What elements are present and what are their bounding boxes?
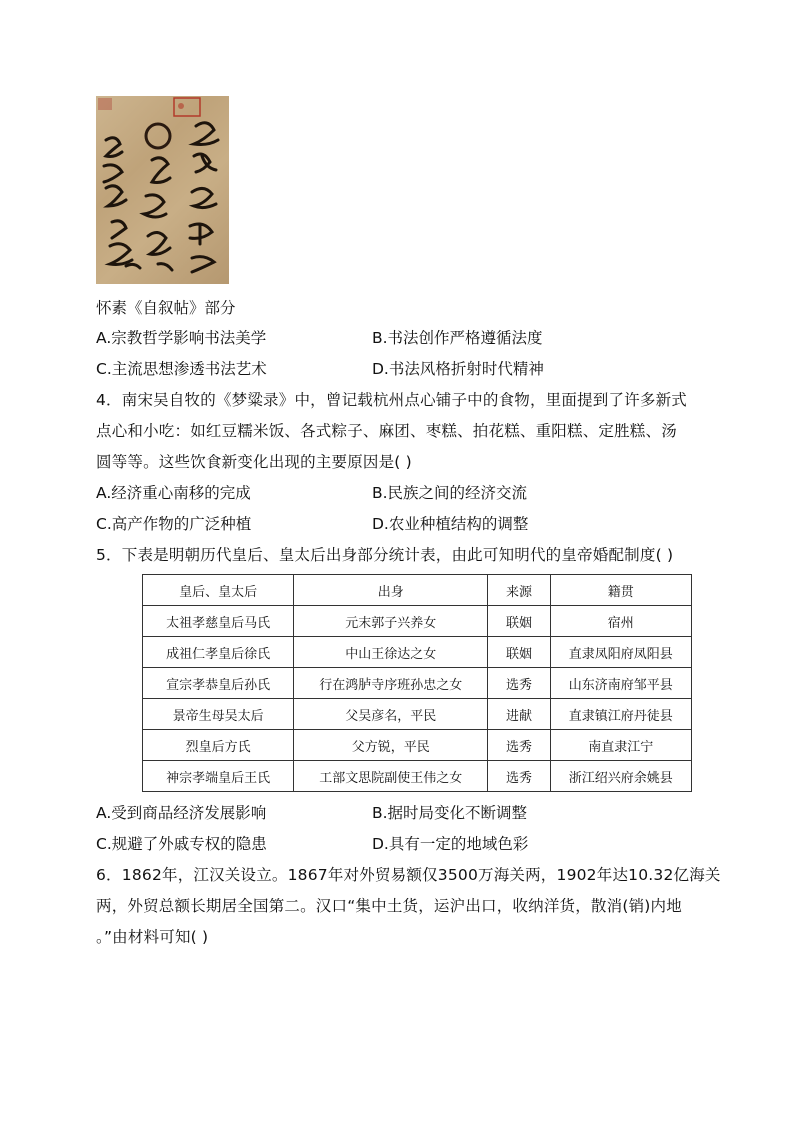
q5-option-c[interactable]: C.规避了外戚专权的隐患	[96, 835, 267, 853]
q6-stem-line-3: 。”由材料可知( )	[96, 928, 209, 946]
q3-option-c[interactable]: C.主流思想渗透书法艺术	[96, 360, 267, 378]
calligraphy-image	[96, 96, 229, 284]
table-cell: 联姻	[488, 637, 550, 668]
q4-option-a[interactable]: A.经济重心南移的完成	[96, 484, 251, 502]
q4-option-b[interactable]: B.民族之间的经济交流	[372, 484, 528, 502]
q4-stem-line-1: 4．南宋吴自牧的《梦粱录》中，曾记载杭州点心铺子中的食物，里面提到了许多新式	[96, 391, 687, 409]
table-cell: 宣宗孝恭皇后孙氏	[143, 668, 294, 699]
table-row	[143, 668, 692, 699]
q4-option-d[interactable]: D.农业种植结构的调整	[372, 515, 529, 533]
table-cell: 烈皇后方氏	[143, 730, 294, 761]
q6-stem-line-1: 6．1862年，江汉关设立。1867年对外贸易额仅3500万海关两，1902年达10.32亿海关	[96, 866, 721, 884]
table-cell: 父吴彦名，平民	[294, 699, 488, 730]
table-cell: 选秀	[488, 668, 550, 699]
table-cell: 太祖孝慈皇后马氏	[143, 606, 294, 637]
q5-option-b[interactable]: B.据时局变化不断调整	[372, 804, 528, 822]
table-cell: 直隶凤阳府凤阳县	[550, 637, 691, 668]
table-cell: 浙江绍兴府余姚县	[550, 761, 691, 792]
table-header: 皇后、皇太后	[143, 575, 294, 606]
table-header: 籍贯	[550, 575, 691, 606]
table-cell: 进献	[488, 699, 550, 730]
table-cell: 联姻	[488, 606, 550, 637]
table-cell: 神宗孝端皇后王氏	[143, 761, 294, 792]
table-cell: 直隶镇江府丹徒县	[550, 699, 691, 730]
table-cell: 选秀	[488, 761, 550, 792]
table-cell: 选秀	[488, 730, 550, 761]
table-cell: 成祖仁孝皇后徐氏	[143, 637, 294, 668]
table-cell: 景帝生母吴太后	[143, 699, 294, 730]
table-cell: 南直隶江宁	[550, 730, 691, 761]
q5-option-d[interactable]: D.具有一定的地域色彩	[372, 835, 529, 853]
q4-option-c[interactable]: C.高产作物的广泛种植	[96, 515, 252, 533]
table-row	[143, 761, 692, 792]
table-row	[143, 699, 692, 730]
image-caption: 怀素《自叙帖》部分	[96, 299, 236, 317]
q4-stem-line-3: 圆等等。这些饮食新变化出现的主要原因是( )	[96, 453, 412, 471]
table-header-row	[143, 575, 692, 606]
calligraphy-strokes-icon	[96, 96, 229, 284]
q3-option-a[interactable]: A.宗教哲学影响书法美学	[96, 329, 267, 347]
q5-stem: 5．下表是明朝历代皇后、皇太后出身部分统计表，由此可知明代的皇帝婚配制度( )	[96, 546, 674, 564]
table-cell: 父方锐，平民	[294, 730, 488, 761]
empress-origin-table	[142, 574, 692, 792]
q5-option-a[interactable]: A.受到商品经济发展影响	[96, 804, 267, 822]
table-header: 来源	[488, 575, 550, 606]
q6-stem-line-2: 两，外贸总额长期居全国第二。汉口“集中土货，运沪出口，收纳洋货，散消(销)内地	[96, 897, 682, 915]
table-cell: 元末郭子兴养女	[294, 606, 488, 637]
table-cell: 山东济南府邹平县	[550, 668, 691, 699]
table-cell: 中山王徐达之女	[294, 637, 488, 668]
table-row	[143, 637, 692, 668]
table-row	[143, 606, 692, 637]
table-row	[143, 730, 692, 761]
table-header: 出身	[294, 575, 488, 606]
table-cell: 宿州	[550, 606, 691, 637]
q3-option-b[interactable]: B.书法创作严格遵循法度	[372, 329, 543, 347]
q3-option-d[interactable]: D.书法风格折射时代精神	[372, 360, 544, 378]
table-cell: 工部文思院副使王伟之女	[294, 761, 488, 792]
table-cell: 行在鸿胪寺序班孙忠之女	[294, 668, 488, 699]
q4-stem-line-2: 点心和小吃：如红豆糯米饭、各式粽子、麻团、枣糕、拍花糕、重阳糕、定胜糕、汤	[96, 422, 677, 440]
